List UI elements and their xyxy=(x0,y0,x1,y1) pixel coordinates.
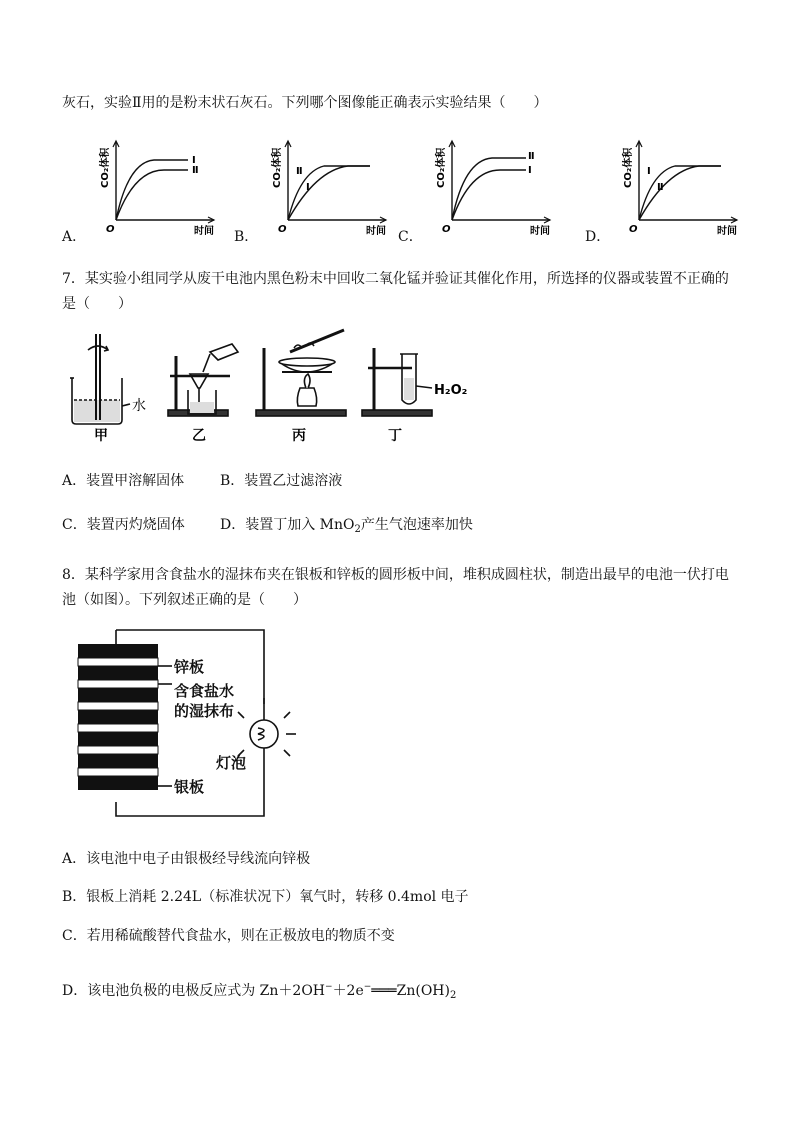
label-water: 水 xyxy=(132,398,146,414)
label-jia: 甲 xyxy=(94,428,108,443)
label-ding: 丁 xyxy=(388,428,402,443)
apparatus-bing xyxy=(256,330,346,416)
q7-option-a: A．装置甲溶解固体 xyxy=(62,473,185,489)
x-axis-label: 时间 xyxy=(194,226,214,237)
y-axis-label: CO₂体积 xyxy=(623,147,634,188)
q8-stem-line1: 8．某科学家用含食盐水的湿抹布夹在银板和锌板的圆形板中间，堆积成圆柱状，制造出最早的电池一伏打电 xyxy=(62,567,729,583)
q8-option-b: B．银板上消耗 2.24L（标准状况下）氧气时，转移 0.4mol 电子 xyxy=(62,889,469,905)
label-cloth-1: 含食盐水 xyxy=(174,682,235,700)
curve-upper-label: Ⅱ xyxy=(296,166,303,177)
q6-option-letter: B． xyxy=(234,229,259,245)
y-axis-label: CO₂体积 xyxy=(272,147,283,188)
curve-lower-label: Ⅱ xyxy=(192,165,199,176)
apparatus-ding xyxy=(362,348,432,416)
label-bing: 丙 xyxy=(292,428,306,443)
q6-graph-plot xyxy=(82,138,222,238)
q7-stem-line2: 是（ ） xyxy=(62,296,132,312)
y-axis-label: CO₂体积 xyxy=(100,147,111,188)
q7-option-c: C．装置丙灼烧固体 xyxy=(62,517,185,533)
q7-option-d: D．装置丁加入 MnO$_2$产生气泡速率加快 xyxy=(220,517,473,535)
q6-option-letter: D． xyxy=(585,229,611,245)
curve-upper xyxy=(116,160,188,220)
curve-upper xyxy=(452,158,526,220)
y-axis-label: CO₂体积 xyxy=(436,147,447,188)
apparatus-jia xyxy=(70,334,130,424)
x-axis-label: 时间 xyxy=(530,226,550,237)
q6-graph-plot xyxy=(418,138,558,238)
x-axis-label: 时间 xyxy=(717,226,737,237)
q7-stem-line1: 7．某实验小组同学从废干电池内黑色粉末中回收二氧化锰并验证其催化作用，所选择的仪器或装置不正确的 xyxy=(62,271,729,287)
origin-label: O xyxy=(442,224,451,235)
q8-voltaic-pile-figure xyxy=(72,626,312,826)
curve-lower xyxy=(452,170,526,220)
q7-option-b: B．装置乙过滤溶液 xyxy=(220,473,343,489)
origin-label: O xyxy=(629,224,638,235)
q6-intro: 灰石，实验Ⅱ用的是粉末状石灰石。下列哪个图像能正确表示实验结果（ ） xyxy=(62,95,548,111)
q8-option-a: A．该电池中电子由银极经导线流向锌极 xyxy=(62,851,311,867)
label-zinc: 锌板 xyxy=(174,658,205,676)
curve-upper-label: Ⅰ xyxy=(192,155,196,166)
q6-option-letter: C． xyxy=(398,229,423,245)
label-h2o2: H₂O₂ xyxy=(434,383,468,398)
q6-option-letter: A． xyxy=(62,229,87,245)
q8-stem-line2: 池（如图）。下列叙述正确的是（ ） xyxy=(62,592,307,608)
curve-upper xyxy=(639,166,721,220)
origin-label: O xyxy=(106,224,115,235)
curve-lower-label: Ⅰ xyxy=(306,182,310,193)
q8-option-c: C．若用稀硫酸替代食盐水，则在正极放电的物质不变 xyxy=(62,928,395,944)
label-yi: 乙 xyxy=(192,428,206,443)
curve-lower xyxy=(116,170,188,220)
curve-lower-label: Ⅱ xyxy=(657,182,664,193)
q6-graph-plot xyxy=(254,138,394,238)
pile-stack xyxy=(78,644,158,790)
origin-label: O xyxy=(278,224,287,235)
curve-upper-label: Ⅱ xyxy=(528,151,535,162)
curve-lower xyxy=(639,166,721,220)
q6-graph-plot xyxy=(605,138,745,238)
apparatus-yi xyxy=(168,344,238,416)
curve-upper-label: Ⅰ xyxy=(647,166,651,177)
label-silver: 银板 xyxy=(174,778,205,796)
label-cloth-2: 的湿抹布 xyxy=(174,702,235,720)
label-bulb: 灯泡 xyxy=(216,754,247,772)
x-axis-label: 时间 xyxy=(366,226,386,237)
q7-apparatus-figure xyxy=(60,328,500,443)
curve-lower-label: Ⅰ xyxy=(528,165,532,176)
q8-option-d: D．该电池负极的电极反应式为 $Zn+2OH^-+2e^-═══Zn(OH)_2$ xyxy=(62,982,457,1001)
